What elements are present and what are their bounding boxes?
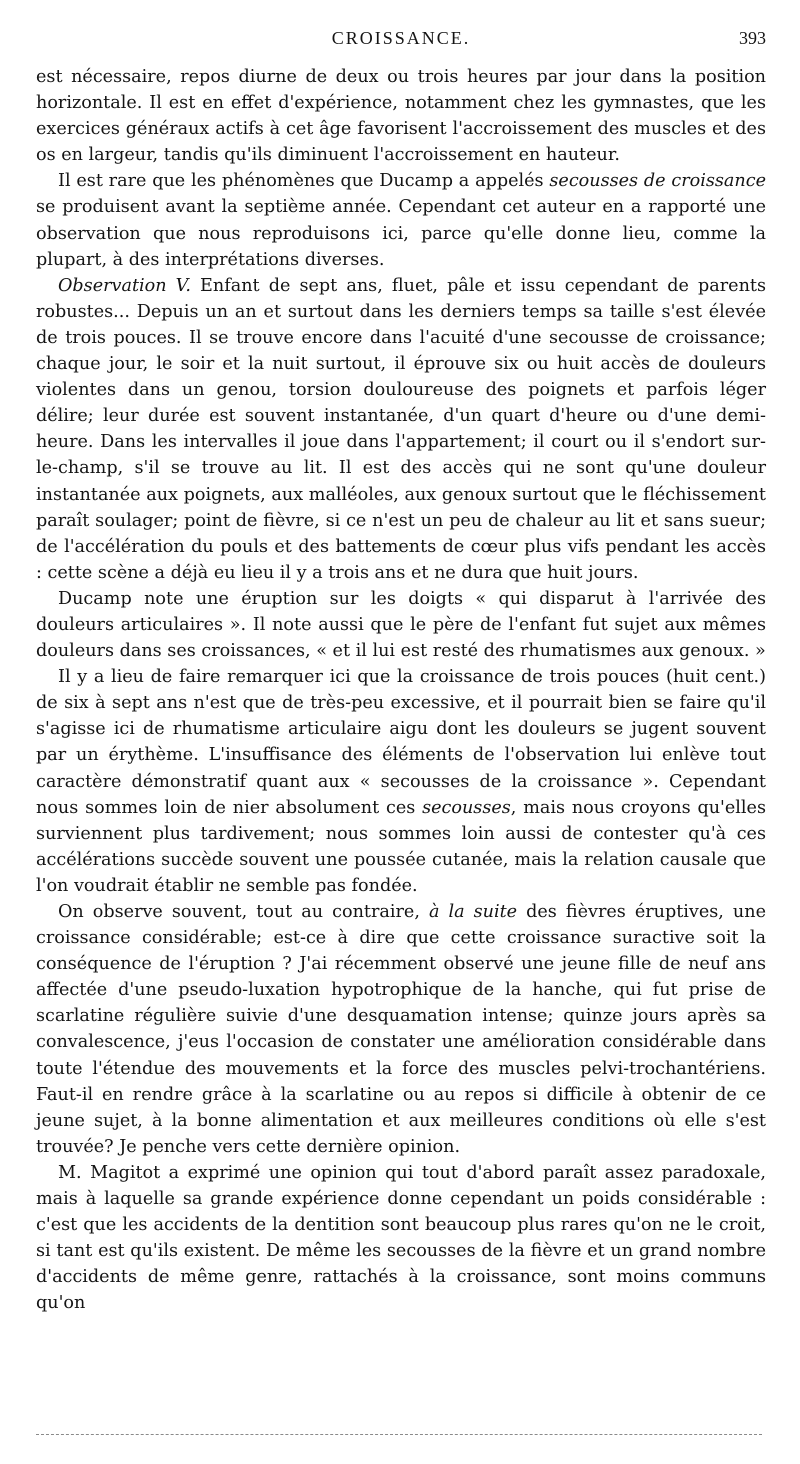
paragraph-6-text-end: des fièvres éruptives, une croissance considérable; est-ce à dire que cette croissance suractive soit la conséquence de l'éruption ? J'ai récemment observé une jeune fille de neuf ans affectée d'une pseudo-luxation hypotrophique de la hanche, qui fut prise de scarlatine régulière suivie d'une desquamation intense; quinze jours après sa convalescence, j'eus l'occasion de constater une amélioration considérable dans toute l'étendue des mouvements et la force des muscles pelvi-trochantériens. Faut-il en rendre grâce à la scarlatine ou au repos si difficile à obtenir de ce jeune sujet, à la bonne alimentation et aux meilleures conditions où elle s'est trouvée? Je penche vers cette dernière opinion. (36, 902, 767, 1157)
running-title: CROISSANCE. (331, 28, 471, 48)
paragraph-4-text: Ducamp note une éruption sur les doigts « qui disparut à l'arrivée des douleurs articulaires ». Il note aussi que le père de l'enfant fut sujet aux mêmes douleurs dans ses croissances, « et il lui est resté des rhumatismes aux genoux. » (36, 588, 766, 662)
paragraph-5-text-end: , mais nous croyons qu'elles surviennent plus tardivement; nous sommes loin aussi de contester qu'à ces accélérations succède souvent une poussée cutanée, mais la relation causale que l'on voudrait établir ne semble pas fondée. (36, 797, 766, 896)
running-header (36, 28, 766, 54)
observation-paragraph (36, 273, 766, 586)
footer-rule (36, 1434, 762, 1435)
paragraph-6-text-start: On observe souvent, tout au contraire, (58, 902, 429, 922)
page (36, 28, 766, 1317)
paragraph-1 (36, 64, 766, 168)
paragraph-7 (36, 1160, 766, 1317)
observation-heading: Observation V. (58, 275, 191, 296)
paragraph-6-italic: à la suite (428, 902, 518, 922)
paragraph-2-text-end: se produisent avant la septième année. Cependant cet auteur en a rapporté une observation que nous reproduisons ici, parce qu'elle donne lieu, comme la plupart, à des interprétations diverses. (36, 197, 766, 270)
paragraph-2-italic: secousses de croissance (549, 171, 766, 192)
paragraph-1-text: est nécessaire, repos diurne de deux ou trois heures par jour dans la position horizontale. Il est en effet d'expérience, notamment chez les gymnastes, que les exercices généraux actifs à cet âge favorisent l'accroissement des muscles et des os en largeur, tandis qu'ils diminuent l'accroissement en hauteur. (36, 67, 766, 166)
observation-text: Enfant de sept ans, fluet, pâle et issu cependant de parents robustes... Depuis un an et surtout dans les derniers temps sa taille s'est élevée de trois pouces. Il se trouve encore dans l'acuité d'une secousse de croissance; chaque jour, le soir et la nuit surtout, il éprouve six ou huit accès de douleurs violentes dans un genou, torsion douloureuse des poignets et parfois léger délire; leur durée est souvent instantanée, d'un quart d'heure ou d'une demi-heure. Dans les intervalles il joue dans l'appartement; il court ou il s'endort sur-le-champ, s'il se trouve au lit. Il est des accès qui ne sont qu'une douleur instantanée aux poignets, aux malléoles, aux genoux surtout que le fléchissement paraît soulager; point de fièvre, si ce n'est un peu de chaleur au lit et sans sueur; de l'accélération du pouls et des battements de cœur plus vifs pendant les accès : cette scène a déjà eu lieu il y a trois ans et ne dura que huit jours. (36, 275, 767, 583)
paragraph-4 (36, 586, 766, 664)
paragraph-5 (36, 664, 766, 899)
paragraph-7-text: M. Magitot a exprimé une opinion qui tout d'abord paraît assez paradoxale, mais à laquelle sa grande expérience donne cependant un poids considérable : c'est que les accidents de la dentition sont beaucoup plus rares qu'on ne le croit, si tant est qu'ils existent. De même les secousses de la fièvre et un grand nombre d'accidents de même genre, rattachés à la croissance, sont moins communs qu'on (36, 1162, 766, 1314)
paragraph-5-text-start: Il y a lieu de faire remarquer ici que la croissance de trois pouces (huit cent.) de six à sept ans n'est que de très-peu excessive, et il pourrait bien se faire qu'il s'agisse ici de rhumatisme articulaire aigu dont les douleurs se jugent souvent par un érythème. L'insuffisance des éléments de l'observation lui enlève tout caractère démonstratif quant aux « secousses de la croissance ». Cependant nous sommes loin de nier absolument ces (36, 667, 766, 818)
page-number: 393 (739, 28, 766, 48)
paragraph-2-text-start: Il est rare que les phénomènes que Ducamp a appelés (58, 171, 550, 192)
paragraph-2 (36, 168, 766, 272)
paragraph-5-italic: secousses (422, 797, 511, 818)
paragraph-6 (36, 899, 766, 1160)
